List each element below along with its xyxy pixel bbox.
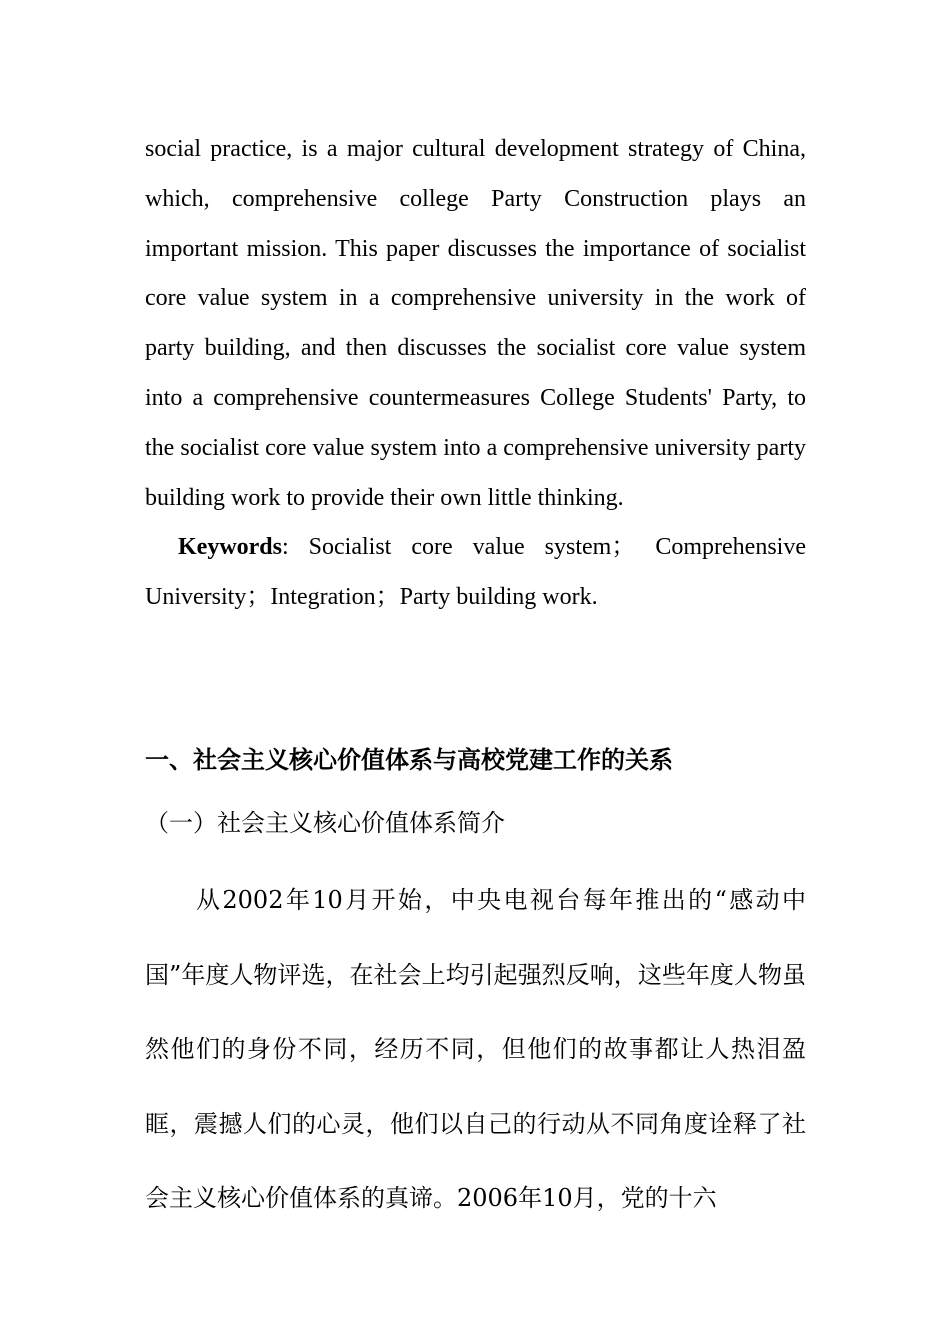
subsection-heading: （一）社会主义核心价值体系简介 — [145, 809, 505, 837]
english-abstract — [145, 125, 806, 623]
section-heading: 一、社会主义核心价值体系与高校党建工作的关系 — [145, 746, 673, 774]
keywords-label: Keywords — [178, 534, 282, 561]
keywords-paragraph — [145, 523, 806, 623]
keywords-text: : Socialist core value system； Comprehensive University；Integration；Party building work. — [145, 534, 806, 611]
body-paragraph: 从2002年10月开始，中央电视台每年推出的“感动中国”年度人物评选，在社会上均引起强烈反响，这些年度人物虽然他们的身份不同，经历不同，但他们的故事都让人热泪盈眶，震撼人们的心灵，他们以自己的行动从不同角度诠释了社会主义核心价值体系的真谛。2006年10月，党的十六 — [145, 886, 806, 1212]
abstract-paragraph: social practice, is a major cultural development strategy of China, which, comprehensive college Party Construction plays an important mission. This paper discusses the importance of socialist core value system in a comprehensive university in the work of party building, and then discusses the socialist core value system into a comprehensive countermeasures College Students' Party, to the socialist core value system into a comprehensive university party building work to provide their own little thinking. — [145, 136, 806, 511]
chinese-body — [145, 863, 806, 1236]
